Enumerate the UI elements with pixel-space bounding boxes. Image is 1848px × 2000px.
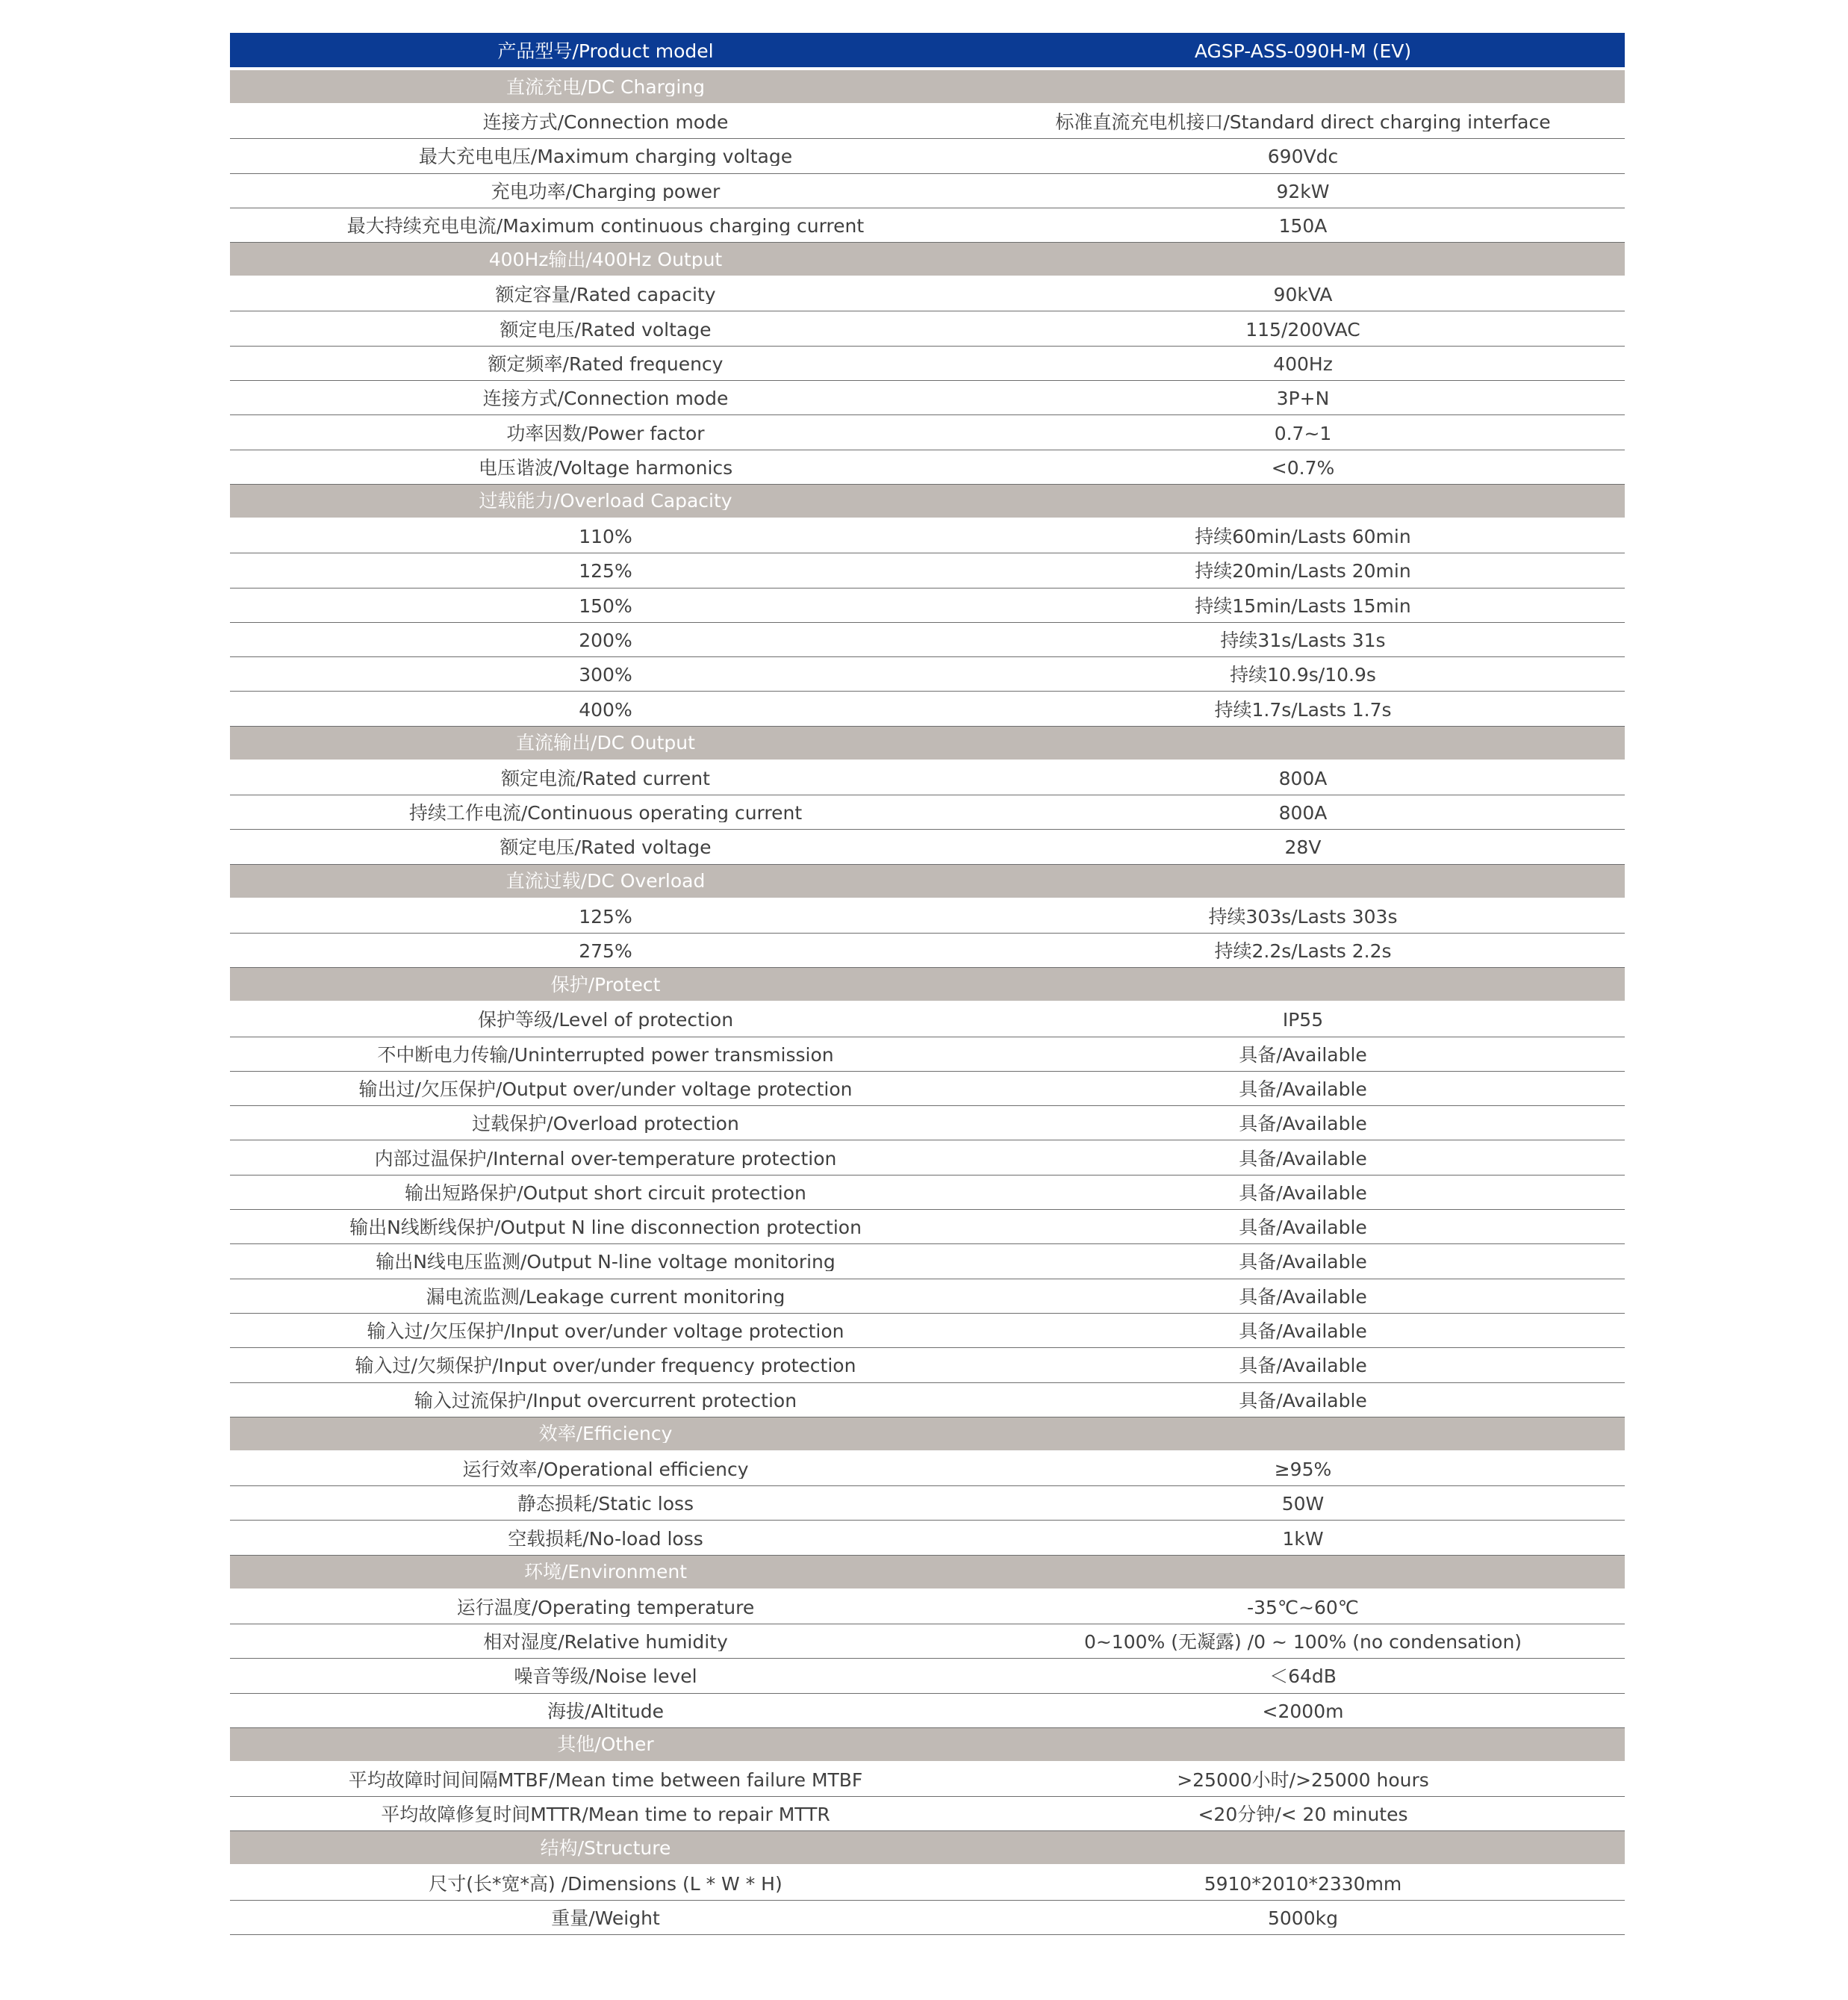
table-row [230, 311, 1625, 346]
row-value: 1kW [1282, 1527, 1324, 1548]
section-header [230, 727, 1625, 760]
row-label: 最大充电电压/Maximum charging voltage [418, 146, 793, 167]
row-value: 具备/Available [1239, 1217, 1367, 1237]
table-row [230, 1210, 1625, 1244]
row-value: 800A [1278, 767, 1328, 788]
row-value: <20分钟/< 20 minutes [1198, 1804, 1408, 1824]
table-row [230, 934, 1625, 968]
row-value: 具备/Available [1239, 1113, 1367, 1134]
row-value: 5910*2010*2330mm [1204, 1872, 1402, 1893]
table-row [230, 1002, 1625, 1037]
row-label: 漏电流监测/Leakage current monitoring [426, 1285, 785, 1306]
row-value: 3P+N [1276, 388, 1330, 409]
row-value: 持续303s/Lasts 303s [1208, 905, 1398, 926]
row-value: 具备/Available [1239, 1285, 1367, 1306]
table-row [230, 1072, 1625, 1106]
table-row [230, 1383, 1625, 1417]
section-header [230, 968, 1625, 1001]
table-row [230, 1486, 1625, 1521]
row-value: -35℃~60℃ [1247, 1596, 1359, 1617]
row-label: 输入过/欠压保护/Input over/under voltage protection [367, 1320, 844, 1341]
section-title: 环境/Environment [523, 1562, 688, 1582]
table-row [230, 1279, 1625, 1314]
row-label: 运行效率/Operational efficiency [462, 1458, 749, 1479]
section-header [230, 70, 1625, 103]
row-value: 具备/Available [1239, 1320, 1367, 1341]
row-label: 功率因数/Power factor [506, 422, 705, 443]
row-label: 输入过/欠频保护/Input over/under frequency protection [355, 1355, 856, 1376]
row-value: ＜64dB [1269, 1665, 1337, 1686]
row-label: 输出N线电压监测/Output N-line voltage monitoring [376, 1251, 836, 1272]
table-row [230, 657, 1625, 692]
table-row [230, 1901, 1625, 1935]
row-label: 输出N线断线保护/Output N line disconnection protection [349, 1217, 862, 1237]
row-label: 110% [579, 526, 632, 547]
row-label: 平均故障时间间隔MTBF/Mean time between failure MTBF [348, 1769, 863, 1790]
row-label: 额定容量/Rated capacity [495, 284, 716, 305]
row-label: 400% [579, 698, 632, 719]
row-label: 静态损耗/Static loss [517, 1493, 694, 1514]
row-value: 0.7~1 [1274, 422, 1332, 443]
row-value: 持续2.2s/Lasts 2.2s [1214, 940, 1392, 961]
product-model-value: AGSP-ASS-090H-M (EV) [1194, 40, 1412, 60]
table-row [230, 623, 1625, 657]
table-header-row [230, 33, 1625, 67]
row-label: 过载保护/Overload protection [472, 1113, 739, 1134]
table-row [230, 1037, 1625, 1072]
row-label: 200% [579, 630, 632, 650]
row-value: 5000kg [1268, 1907, 1338, 1928]
row-label: 额定频率/Rated frequency [488, 353, 724, 373]
row-value: 具备/Available [1239, 1389, 1367, 1410]
table-row [230, 105, 1625, 139]
table-row [230, 830, 1625, 864]
row-label: 电压谐波/Voltage harmonics [478, 456, 733, 477]
row-label: 125% [579, 560, 632, 581]
row-label: 海拔/Altitude [547, 1700, 665, 1721]
row-label: 保护等级/Level of protection [477, 1009, 734, 1030]
row-label: 持续工作电流/Continuous operating current [408, 802, 803, 823]
row-value: 92kW [1276, 180, 1330, 201]
table-row [230, 1106, 1625, 1140]
table-row [230, 1694, 1625, 1728]
section-title: 直流充电/DC Charging [505, 77, 706, 96]
row-label: 额定电压/Rated voltage [500, 318, 712, 339]
section-header [230, 1556, 1625, 1588]
table-row [230, 1314, 1625, 1348]
row-value: ≥95% [1274, 1458, 1332, 1479]
section-title: 直流过载/DC Overload [505, 872, 706, 891]
row-value: 具备/Available [1239, 1078, 1367, 1099]
row-label: 噪音等级/Noise level [514, 1665, 697, 1686]
section-header [230, 1728, 1625, 1761]
table-row [230, 519, 1625, 553]
section-title: 保护/Protect [550, 975, 661, 994]
table-row [230, 1244, 1625, 1279]
table-row [230, 692, 1625, 726]
row-value: <0.7% [1271, 456, 1335, 477]
table-row [230, 761, 1625, 795]
table-row [230, 1866, 1625, 1900]
table-row [230, 1624, 1625, 1659]
row-value: <2000m [1262, 1700, 1344, 1721]
table-row [230, 1521, 1625, 1555]
section-title: 效率/Efficiency [538, 1424, 673, 1444]
table-row [230, 899, 1625, 934]
table-row [230, 1659, 1625, 1693]
row-value: 0~100% (无凝露) /0 ~ 100% (no condensation) [1083, 1631, 1522, 1652]
table-row [230, 1797, 1625, 1831]
table-row [230, 553, 1625, 588]
row-value: 90kVA [1273, 284, 1333, 305]
row-label: 输出过/欠压保护/Output over/under voltage protection [358, 1078, 853, 1099]
row-value: 持续20min/Lasts 20min [1195, 560, 1411, 581]
row-label: 平均故障修复时间MTTR/Mean time to repair MTTR [381, 1804, 830, 1824]
spec-table [230, 33, 1625, 1935]
row-label: 运行温度/Operating temperature [456, 1596, 755, 1617]
section-header [230, 243, 1625, 276]
table-row [230, 1176, 1625, 1210]
row-label: 输入过流保护/Input overcurrent protection [414, 1389, 797, 1410]
row-value: 800A [1278, 802, 1328, 823]
table-row [230, 1348, 1625, 1382]
row-value: 具备/Available [1239, 1251, 1367, 1272]
row-label: 充电功率/Charging power [491, 180, 721, 201]
row-label: 额定电流/Rated current [501, 767, 710, 788]
section-title: 其他/Other [557, 1735, 654, 1754]
section-header [230, 1831, 1625, 1864]
row-label: 输出短路保护/Output short circuit protection [405, 1181, 806, 1202]
row-value: >25000小时/>25000 hours [1177, 1769, 1429, 1790]
table-row [230, 1140, 1625, 1175]
row-value: 50W [1281, 1493, 1325, 1514]
table-row [230, 415, 1625, 450]
row-label: 275% [579, 940, 632, 961]
row-label: 额定电压/Rated voltage [500, 836, 712, 857]
table-row [230, 139, 1625, 173]
row-value: 持续1.7s/Lasts 1.7s [1214, 698, 1392, 719]
row-label: 尺寸(长*宽*高) /Dimensions (L * W * H) [429, 1872, 783, 1893]
table-row [230, 174, 1625, 208]
row-label: 空载损耗/No-load loss [508, 1527, 703, 1548]
table-row [230, 795, 1625, 830]
row-value: 28V [1284, 836, 1322, 857]
section-header [230, 1417, 1625, 1450]
row-value: 115/200VAC [1245, 318, 1360, 339]
row-label: 不中断电力传输/Uninterrupted power transmission [377, 1043, 834, 1064]
table-row [230, 1452, 1625, 1486]
row-value: 具备/Available [1239, 1181, 1367, 1202]
row-value: 持续10.9s/10.9s [1230, 664, 1376, 685]
section-header [230, 865, 1625, 898]
row-value: 具备/Available [1239, 1147, 1367, 1168]
row-label: 300% [579, 664, 632, 685]
table-row [230, 1763, 1625, 1797]
table-row [230, 381, 1625, 415]
row-label: 150% [579, 594, 632, 615]
table-row [230, 588, 1625, 623]
row-label: 最大持续充电电流/Maximum continuous charging current [346, 215, 865, 236]
product-model-label: 产品型号/Product model [497, 40, 714, 60]
row-label: 相对湿度/Relative humidity [483, 1631, 728, 1652]
row-value: 持续31s/Lasts 31s [1220, 630, 1386, 650]
row-label: 连接方式/Connection mode [482, 388, 729, 409]
row-value: 持续15min/Lasts 15min [1195, 594, 1411, 615]
row-label: 重量/Weight [551, 1907, 660, 1928]
row-value: 150A [1278, 215, 1328, 236]
row-value: 标准直流充电机接口/Standard direct charging interface [1055, 111, 1551, 132]
row-label: 连接方式/Connection mode [482, 111, 729, 132]
row-value: IP55 [1282, 1009, 1324, 1030]
table-row [230, 277, 1625, 311]
row-value: 持续60min/Lasts 60min [1195, 526, 1411, 547]
row-value: 具备/Available [1239, 1355, 1367, 1376]
table-row [230, 450, 1625, 485]
row-value: 400Hz [1273, 353, 1333, 373]
row-label: 125% [579, 905, 632, 926]
table-row [230, 347, 1625, 381]
section-title: 过载能力/Overload Capacity [479, 491, 732, 511]
section-title: 直流输出/DC Output [516, 733, 695, 753]
row-value: 具备/Available [1239, 1043, 1367, 1064]
sections-container [230, 70, 1625, 1935]
row-value: 690Vdc [1267, 146, 1339, 167]
table-row [230, 208, 1625, 243]
section-header [230, 485, 1625, 518]
section-title: 400Hz输出/400Hz Output [488, 249, 723, 269]
row-label: 内部过温保护/Internal over-temperature protection [374, 1147, 837, 1168]
section-title: 结构/Structure [540, 1838, 671, 1857]
table-row [230, 1590, 1625, 1624]
